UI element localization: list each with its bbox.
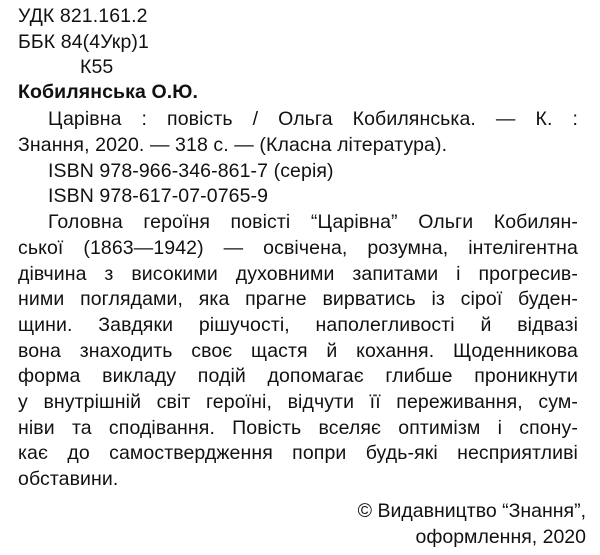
author-heading: Кобилянська О.Ю.: [18, 81, 198, 103]
isbn-series: ISBN 978-966-346-861-7 (серія): [48, 160, 334, 182]
isbn: ISBN 978-617-07-0765-9: [48, 185, 269, 207]
annotation-line: дівчина з високими духовними запитами і прогресив-: [18, 263, 578, 285]
author-mark: К55: [80, 56, 114, 78]
annotation-line: Головна героїня повісті “Царівна” Ольги Кобилян-: [48, 211, 578, 233]
annotation-line: вона знаходить своє щастя й кохання. Щоденникова: [18, 340, 578, 362]
bibliographic-line-1: Царівна : повість / Ольга Кобилянська. — К. :: [48, 108, 578, 130]
annotation-line: ними поглядами, яка прагне вирватись із сірої буден-: [18, 288, 578, 310]
copyright-line-1: © Видавництво “Знання”,: [357, 500, 586, 522]
annotation-line: ніви та сподівання. Повість вселяє оптимізм і спону-: [18, 417, 578, 439]
bibliographic-line-2: Знання, 2020. — 318 с. — (Класна література).: [18, 134, 448, 156]
annotation-line: кає до самоствердження попри будь-які несприятливі: [18, 442, 578, 464]
annotation-line: обставини.: [18, 468, 119, 490]
annotation-line: форма викладу подій допомагає глибше проникнути: [18, 365, 578, 387]
annotation-line: щини. Завдяки рішучості, наполегливості й відвазі: [18, 314, 578, 336]
annotation-line: у внутрішній світ героїні, відчути її переживання, сум-: [18, 391, 578, 413]
udk-line: УДК 821.161.2: [18, 5, 148, 27]
copyright-line-2: оформлення, 2020: [415, 526, 586, 548]
annotation-line: ської (1863—1942) — освічена, розумна, інтелігентна: [18, 237, 578, 259]
bbk-line: ББК 84(4Укр)1: [18, 31, 149, 53]
